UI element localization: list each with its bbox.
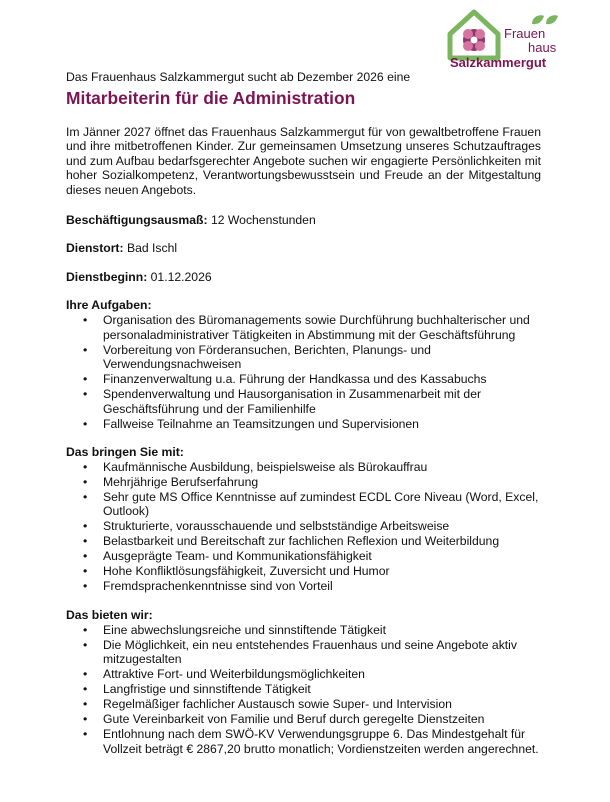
logo-line1: Frauen bbox=[504, 26, 546, 41]
list-item: • Fallweise Teilnahme an Teamsitzungen und Supervisionen bbox=[103, 417, 541, 432]
offers-list bbox=[66, 623, 541, 757]
logo-line2: haus bbox=[528, 40, 557, 55]
offers-title: Das bieten wir: bbox=[66, 607, 153, 622]
list-item: • Langfristige und sinnstiftende Tätigkeit bbox=[103, 682, 541, 697]
list-item: • Die Möglichkeit, ein neu entstehendes Frauenhaus und seine Angebote aktiv mitzugestalten bbox=[103, 638, 541, 667]
list-item: • Regelmäßiger fachlicher Austausch sowie Super- und Intervision bbox=[103, 697, 541, 712]
requirements-title: Das bringen Sie mit: bbox=[66, 445, 184, 460]
list-item: • Spendenverwaltung und Hausorganisation in Zusammenarbeit mit der Geschäftsführung und der Familienhilfe bbox=[103, 387, 541, 416]
intro-text: Das Frauenhaus Salzkammergut sucht ab Dezember 2026 eine bbox=[66, 70, 411, 84]
location-field bbox=[66, 241, 541, 256]
employment-label: Beschäftigungsausmaß: bbox=[66, 212, 208, 227]
list-item: • Ausgeprägte Team- und Kommunikationsfähigkeit bbox=[103, 549, 541, 564]
start-label: Dienstbeginn: bbox=[66, 269, 148, 284]
location-label: Dienstort: bbox=[66, 241, 124, 256]
page-title: Mitarbeiterin für die Administration bbox=[66, 87, 356, 108]
logo-line3: Salzkammergut bbox=[450, 55, 547, 70]
list-item: • Entlohnung nach dem SWÖ-KV Verwendungsgruppe 6. Das Mindestgehalt für Vollzeit beträgt € 2867,20 brutto monatlich; Vordienstzeiten werden angerechnet. bbox=[103, 727, 541, 756]
leaf-icon bbox=[532, 15, 544, 24]
list-item: • Eine abwechslungsreiche und sinnstiftende Tätigkeit bbox=[103, 623, 541, 638]
start-value: 01.12.2026 bbox=[150, 269, 212, 284]
logo bbox=[428, 0, 602, 70]
list-item: • Mehrjährige Berufserfahrung bbox=[103, 475, 541, 490]
location-value: Bad Ischl bbox=[126, 241, 178, 256]
list-item: • Sehr gute MS Office Kenntnisse auf zumindest ECDL Core Niveau (Word, Excel, Outlook) bbox=[103, 490, 541, 519]
list-item: • Fremdsprachenkenntnisse sind von Vorteil bbox=[103, 579, 541, 594]
description: Im Jänner 2027 öffnet das Frauenhaus Salzkammergut für von gewaltbetroffene Frauen und ihre mitbetroffenen Kinder. Zur gemeinsamen Umsetzung unseres Schutzauftrages und zum Aufbau bedarfsgerechter Angebote suchen wir engagierte Persönlichkeiten mit hoher Sozialkompetenz, Verantwortungsbewusstsein und Freude an der Mitgestaltung dieses neuen Angebots. bbox=[66, 124, 541, 197]
list-item: • Strukturierte, vorausschauende und selbstständige Arbeitsweise bbox=[103, 519, 541, 534]
list-item: • Attraktive Fort- und Weiterbildungsmöglichkeiten bbox=[103, 667, 541, 682]
tasks-title: Ihre Aufgaben: bbox=[66, 298, 152, 313]
list-item: • Vorbereitung von Förderansuchen, Berichten, Planungs- und Verwendungsnachweisen bbox=[103, 343, 541, 372]
tasks-list bbox=[66, 313, 541, 431]
list-item: • Kaufmännische Ausbildung, beispielsweise als Bürokauffrau bbox=[103, 460, 541, 475]
list-item: • Gute Vereinbarkeit von Familie und Beruf durch geregelte Dienstzeiten bbox=[103, 712, 541, 727]
requirements-list bbox=[66, 460, 541, 594]
list-item: • Organisation des Büromanagements sowie Durchführung buchhalterischer und personaladministrativer Tätigkeiten in Abstimmung mit der Geschäftsführung bbox=[103, 313, 541, 342]
start-field bbox=[66, 270, 541, 285]
employment-value: 12 Wochenstunden bbox=[210, 212, 316, 227]
list-item: • Hohe Konfliktlösungsfähigkeit, Zuversicht und Humor bbox=[103, 564, 541, 579]
list-item: • Finanzenverwaltung u.a. Führung der Handkassa und des Kassabuchs bbox=[103, 372, 541, 387]
requirements-section bbox=[66, 445, 541, 594]
job-posting bbox=[66, 70, 541, 757]
offers-section bbox=[66, 608, 541, 756]
list-item: • Belastbarkeit und Bereitschaft zur fachlichen Reflexion und Weiterbildung bbox=[103, 534, 541, 549]
tasks-section bbox=[66, 298, 541, 431]
employment-field bbox=[66, 213, 541, 228]
